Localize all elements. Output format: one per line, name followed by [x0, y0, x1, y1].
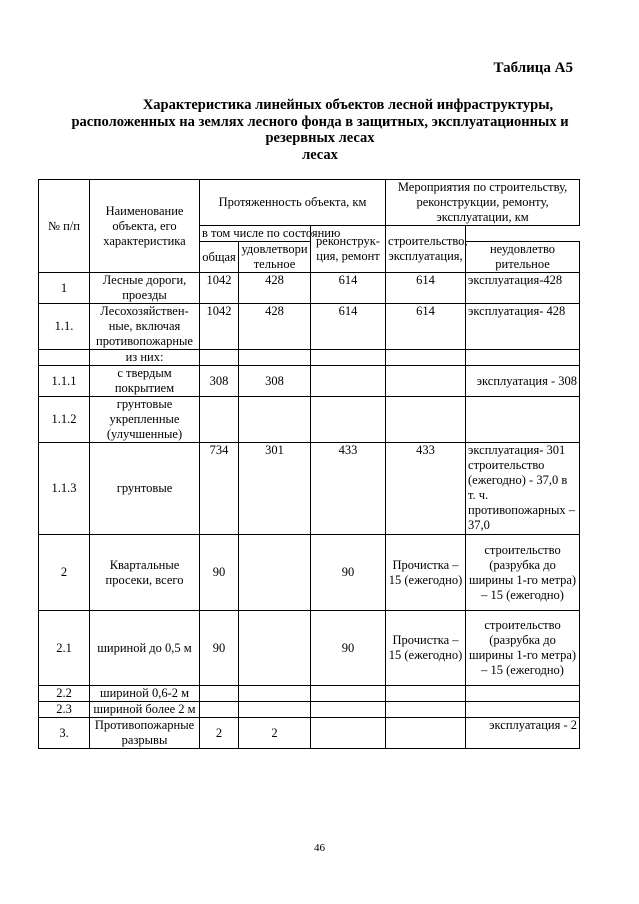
cell-name: грунтовые — [90, 443, 200, 535]
cell-name: грунтовые укрепленные (улучшенные) — [90, 397, 200, 443]
cell-construction: эксплуатация - 308 — [466, 366, 580, 397]
cell-unsatisfactory — [311, 686, 386, 702]
infrastructure-table — [38, 179, 580, 749]
cell-unsatisfactory — [311, 397, 386, 443]
cell-num: 1.1.3 — [39, 443, 90, 535]
cell-total: 734 — [200, 443, 239, 535]
title-line-2: расположенных на землях лесного фонда в защитных, эксплуатационных и — [71, 113, 569, 130]
cell-reconstruction — [386, 397, 466, 443]
table-row — [39, 397, 580, 443]
title-line-4: лесах — [302, 146, 338, 163]
page-number: 46 — [314, 842, 325, 854]
cell-name: Квартальные просеки, всего — [90, 535, 200, 611]
cell-satisfactory — [239, 611, 311, 686]
table-row — [39, 718, 580, 749]
cell-construction: эксплуатация-428 — [466, 273, 580, 304]
header-incl-state: в том числе по состоянию — [200, 226, 311, 242]
cell-reconstruction — [386, 702, 466, 718]
table-row — [39, 535, 580, 611]
cell-reconstruction — [386, 366, 466, 397]
cell-reconstruction: 614 — [386, 304, 466, 350]
header-measures: Мероприятия по строительству, реконструкции, ремонту, эксплуатации, км — [386, 180, 580, 226]
header-row-1 — [39, 180, 580, 226]
cell-unsatisfactory — [311, 702, 386, 718]
cell-construction — [466, 350, 580, 366]
cell-unsatisfactory — [311, 718, 386, 749]
cell-construction: строительство (разрубка до ширины 1-го метра) – 15 (ежегодно) — [466, 611, 580, 686]
cell-num: 2.1 — [39, 611, 90, 686]
cell-unsatisfactory: 614 — [311, 273, 386, 304]
cell-total: 1042 — [200, 273, 239, 304]
cell-name: Лесохозяйствен-ные, включая противопожарные — [90, 304, 200, 350]
table-row — [39, 304, 580, 350]
cell-name: Противопожарные разрывы — [90, 718, 200, 749]
title-line-1: Характеристика линейных объектов лесной инфраструктуры, — [142, 97, 554, 113]
table-row — [39, 443, 580, 535]
cell-num: 2.2 — [39, 686, 90, 702]
document-title — [30, 97, 610, 163]
cell-construction: эксплуатация- 301 строительство (ежегодно) - 37,0 в т. ч. противопожарных – 37,0 — [466, 443, 580, 535]
table-row — [39, 273, 580, 304]
cell-num: 1.1.2 — [39, 397, 90, 443]
cell-unsatisfactory — [311, 350, 386, 366]
cell-num: 2 — [39, 535, 90, 611]
cell-construction: эксплуатация- 428 — [466, 304, 580, 350]
cell-satisfactory: 428 — [239, 273, 311, 304]
cell-num: 1.1. — [39, 304, 90, 350]
cell-unsatisfactory: 90 — [311, 535, 386, 611]
cell-num: 1 — [39, 273, 90, 304]
header-num: № п/п — [39, 180, 90, 273]
cell-num: 2.3 — [39, 702, 90, 718]
cell-name: Лесные дороги, проезды — [90, 273, 200, 304]
cell-total — [200, 702, 239, 718]
cell-name: с твердым покрытием — [90, 366, 200, 397]
cell-unsatisfactory: 433 — [311, 443, 386, 535]
cell-total: 2 — [200, 718, 239, 749]
cell-construction — [466, 397, 580, 443]
cell-construction: эксплуатация - 2 — [466, 718, 580, 749]
header-satisfactory: удовлетвори тельное — [239, 242, 311, 273]
table-row — [39, 366, 580, 397]
cell-reconstruction — [386, 718, 466, 749]
header-construction: строительство, эксплуатация, — [386, 226, 466, 273]
table-row — [39, 611, 580, 686]
cell-satisfactory — [239, 350, 311, 366]
cell-total: 308 — [200, 366, 239, 397]
cell-construction — [466, 686, 580, 702]
cell-satisfactory — [239, 702, 311, 718]
cell-total: 1042 — [200, 304, 239, 350]
cell-reconstruction: 614 — [386, 273, 466, 304]
cell-satisfactory — [239, 686, 311, 702]
header-unsatisfactory: неудовлетво рительное — [466, 242, 580, 273]
cell-unsatisfactory: 90 — [311, 611, 386, 686]
cell-satisfactory — [239, 397, 311, 443]
title-line-3: резервных лесах — [265, 130, 375, 146]
cell-satisfactory: 2 — [239, 718, 311, 749]
table-row — [39, 350, 580, 366]
table-row — [39, 686, 580, 702]
cell-total — [200, 397, 239, 443]
cell-unsatisfactory — [311, 366, 386, 397]
cell-construction — [466, 702, 580, 718]
cell-satisfactory — [239, 535, 311, 611]
cell-unsatisfactory: 614 — [311, 304, 386, 350]
cell-name: шириной 0,6-2 м — [90, 686, 200, 702]
cell-total: 90 — [200, 611, 239, 686]
cell-name: из них: — [90, 350, 200, 366]
cell-num: 1.1.1 — [39, 366, 90, 397]
cell-name: шириной более 2 м — [90, 702, 200, 718]
cell-total — [200, 686, 239, 702]
cell-total — [200, 350, 239, 366]
cell-satisfactory: 308 — [239, 366, 311, 397]
header-length: Протяженность объекта, км — [200, 180, 386, 226]
table-label: Таблица А5 — [493, 60, 573, 76]
cell-construction: строительство (разрубка до ширины 1-го метра) – 15 (ежегодно) — [466, 535, 580, 611]
cell-reconstruction: Прочистка – 15 (ежегодно) — [386, 611, 466, 686]
cell-satisfactory: 428 — [239, 304, 311, 350]
cell-reconstruction: Прочистка – 15 (ежегодно) — [386, 535, 466, 611]
cell-reconstruction: 433 — [386, 443, 466, 535]
header-name: Наименование объекта, его характеристика — [90, 180, 200, 273]
cell-reconstruction — [386, 350, 466, 366]
cell-total: 90 — [200, 535, 239, 611]
cell-satisfactory: 301 — [239, 443, 311, 535]
cell-num: 3. — [39, 718, 90, 749]
cell-reconstruction — [386, 686, 466, 702]
header-reconstruction: реконструк-ция, ремонт — [311, 226, 386, 273]
cell-num — [39, 350, 90, 366]
cell-name: шириной до 0,5 м — [90, 611, 200, 686]
header-total: общая — [200, 242, 239, 273]
table-row — [39, 702, 580, 718]
